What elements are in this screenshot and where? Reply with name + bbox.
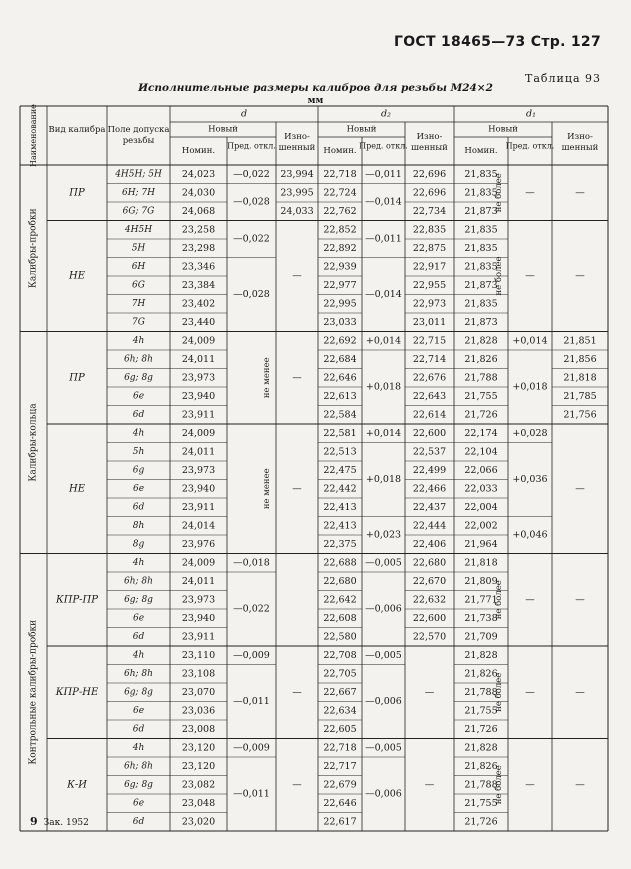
d1-nominal: 21,828 xyxy=(464,649,498,661)
tolerance-field: 4h xyxy=(132,557,145,568)
d1-nominal: 21,826 xyxy=(464,760,498,772)
d2-worn: 22,537 xyxy=(412,446,447,458)
tolerance-field: 6h; 8h xyxy=(124,761,153,772)
d2-worn: 22,614 xyxy=(412,409,447,421)
dd-value: —0,009 xyxy=(233,649,270,661)
d1d-value: — xyxy=(525,779,535,791)
d2-nominal: 22,708 xyxy=(323,649,357,661)
d2-worn: 22,406 xyxy=(412,538,447,550)
d-nominal: 23,008 xyxy=(181,723,216,735)
d2-worn: 22,875 xyxy=(412,242,447,254)
tolerance-field: 6H; 7H xyxy=(121,187,156,198)
header-new: Новый xyxy=(346,124,377,135)
d1w-value: — xyxy=(575,270,585,282)
note-not-less: не менее xyxy=(262,357,272,399)
header-nominal: Номин. xyxy=(323,146,357,156)
d-nominal: 24,011 xyxy=(181,575,216,587)
d2d-value: —0,005 xyxy=(365,557,402,569)
d1-nominal: 21,771 xyxy=(464,594,498,606)
d2-nominal: 22,724 xyxy=(323,187,357,199)
d1-nominal: 21,835 xyxy=(464,261,498,273)
d2-worn: 22,600 xyxy=(412,612,447,624)
d2-nominal: 22,613 xyxy=(323,390,357,402)
d-nominal: 23,070 xyxy=(181,686,216,698)
table-number: Таблица 93 xyxy=(525,72,601,85)
d2-worn: 22,499 xyxy=(412,464,447,476)
d2d-value: —0,014 xyxy=(365,196,402,208)
d2d-value: —0,006 xyxy=(365,788,402,800)
d2-nominal: 22,667 xyxy=(323,686,357,698)
d-nominal: 24,009 xyxy=(181,557,216,569)
d2-nominal: 22,617 xyxy=(323,816,357,828)
header-worn: шенный xyxy=(278,143,316,153)
tolerance-field: 6d xyxy=(132,816,145,827)
tolerance-field: 4h xyxy=(132,650,145,661)
header-worn: шенный xyxy=(411,143,448,153)
d1-nominal: 22,033 xyxy=(464,483,498,495)
tolerance-field: 5H xyxy=(131,243,146,254)
tolerance-field: 6g xyxy=(132,465,145,476)
d2-worn: 22,670 xyxy=(412,575,447,587)
d1d-value: — xyxy=(525,187,535,199)
d2-worn: 22,714 xyxy=(412,353,447,365)
d2-nominal: 22,679 xyxy=(323,779,357,791)
d-nominal: 23,108 xyxy=(181,668,216,680)
tolerance-field: 8h xyxy=(132,520,145,531)
header-nominal: Номин. xyxy=(181,146,216,156)
tolerance-field: 6h; 8h xyxy=(124,354,153,365)
d-nominal: 23,940 xyxy=(181,612,216,624)
d1w-value: — xyxy=(575,594,585,606)
d1w-value: — xyxy=(575,686,585,698)
d-worn: 23,995 xyxy=(280,187,314,199)
d1-nominal: 21,873 xyxy=(464,279,498,291)
d-nominal: 23,440 xyxy=(181,316,216,328)
d1w-value: — xyxy=(575,483,585,495)
header-name: Наименование xyxy=(29,104,38,167)
d1-nominal: 21,809 xyxy=(464,575,498,587)
page-footer xyxy=(30,815,89,828)
d-nominal: 24,011 xyxy=(181,353,216,365)
d2-nominal: 22,442 xyxy=(323,483,357,495)
header-deviation: Пред. откл. xyxy=(359,141,408,151)
tolerance-field: 6e xyxy=(132,613,145,624)
d2d-value: +0,014 xyxy=(365,427,402,439)
d2-worn: 22,570 xyxy=(412,631,447,643)
d-worn: 23,994 xyxy=(280,168,314,180)
d2-nominal: 22,892 xyxy=(323,242,357,254)
group-label: Калибры-пробки xyxy=(28,208,39,289)
header-field: резьбы xyxy=(122,136,155,146)
d-nominal: 23,973 xyxy=(181,594,216,606)
d1d-value: +0,014 xyxy=(512,335,548,347)
dd-value: —0,022 xyxy=(233,233,270,245)
tolerance-field: 6g; 8g xyxy=(124,372,153,383)
page-number: 9 xyxy=(30,815,38,828)
tolerance-field: 6h; 8h xyxy=(124,576,153,587)
header-d1: d₁ xyxy=(526,108,536,120)
d1-worn: 21,818 xyxy=(563,372,597,384)
d2d-value: —0,011 xyxy=(365,233,402,245)
d2d-value: —0,005 xyxy=(365,742,402,754)
dd-value: —0,011 xyxy=(233,788,270,800)
d1-nominal: 21,835 xyxy=(464,298,498,310)
d1-nominal: 21,873 xyxy=(464,316,498,328)
d1-nominal: 21,726 xyxy=(464,409,498,421)
d1-nominal: 21,964 xyxy=(464,538,498,550)
d2d-value: +0,014 xyxy=(365,335,402,347)
d1d-value: +0,036 xyxy=(512,474,548,485)
d-nominal: 23,911 xyxy=(181,409,216,421)
d1d-value: — xyxy=(525,594,535,606)
d-nominal: 23,940 xyxy=(181,390,216,402)
d2w-value: — xyxy=(424,686,435,698)
tolerance-field: 6G xyxy=(132,280,145,291)
tolerance-field: 6G; 7G xyxy=(122,206,155,217)
d2-worn: 22,632 xyxy=(412,594,447,606)
d1d-value: — xyxy=(525,270,535,282)
d1-worn: 21,851 xyxy=(563,335,597,347)
d1-nominal: 22,002 xyxy=(464,520,498,532)
d1-nominal: 21,709 xyxy=(464,631,498,643)
tolerance-field: 7H xyxy=(131,298,146,309)
d1-worn: 21,785 xyxy=(563,390,597,402)
d2-nominal: 22,642 xyxy=(323,594,357,606)
d2-worn: 22,680 xyxy=(412,557,447,569)
d1-nominal: 21,788 xyxy=(464,779,498,791)
tolerance-field: 4H5H; 5H xyxy=(115,169,162,180)
d1-worn: 21,856 xyxy=(563,353,597,365)
d1-nominal: 21,835 xyxy=(464,224,498,236)
page-header: ГОСТ 18465—73 Стр. 127 xyxy=(393,34,601,50)
tolerance-field: 4h xyxy=(132,335,145,346)
d1-nominal: 21,826 xyxy=(464,668,498,680)
tolerance-field: 6e xyxy=(132,391,145,402)
header-new: Новый xyxy=(488,124,518,135)
d1d-value: +0,018 xyxy=(512,381,548,393)
d2-nominal: 22,762 xyxy=(323,205,357,217)
note-not-more: не более xyxy=(494,672,504,712)
d1-nominal: 21,755 xyxy=(464,390,498,402)
d-nominal: 24,009 xyxy=(181,335,216,347)
tolerance-field: 6d xyxy=(132,631,145,642)
d2d-value: +0,023 xyxy=(365,529,402,541)
d1-nominal: 22,004 xyxy=(464,501,498,513)
table-unit: мм xyxy=(307,96,324,106)
d2d-value: —0,005 xyxy=(365,649,402,661)
d-nominal: 23,298 xyxy=(181,242,216,254)
d1-nominal: 21,726 xyxy=(464,816,498,828)
d2w-value: — xyxy=(424,779,435,791)
d2-nominal: 22,688 xyxy=(323,557,357,569)
d-nominal: 24,014 xyxy=(181,520,216,532)
d2-worn: 22,466 xyxy=(412,483,447,495)
d-nominal: 23,976 xyxy=(181,538,216,550)
d-nominal: 23,020 xyxy=(181,816,216,828)
tolerance-field: 6d xyxy=(132,724,145,735)
d2-nominal: 22,375 xyxy=(323,538,357,550)
d-nominal: 23,973 xyxy=(181,464,216,476)
d-nominal: 23,346 xyxy=(181,261,216,273)
d1-nominal: 22,066 xyxy=(464,464,498,476)
tolerance-field: 5h xyxy=(132,446,145,457)
d2-nominal: 22,413 xyxy=(323,520,357,532)
d2-nominal: 22,852 xyxy=(323,224,357,236)
tolerance-field: 6H xyxy=(131,261,146,272)
tolerance-field: 6g; 8g xyxy=(124,687,153,698)
d2-nominal: 22,718 xyxy=(323,168,357,180)
d2-nominal: 23,033 xyxy=(323,316,357,328)
order-number: Зак. 1952 xyxy=(43,818,89,828)
d2-nominal: 22,584 xyxy=(323,409,357,421)
kind-label: КПР-ПР xyxy=(55,594,99,606)
note-not-more: не более xyxy=(494,765,504,805)
tolerance-field: 4H5H xyxy=(124,224,153,235)
dd-value: —0,018 xyxy=(233,557,270,569)
d2-nominal: 22,646 xyxy=(323,797,357,809)
dd-value: —0,022 xyxy=(233,603,270,615)
dd-value: —0,028 xyxy=(233,289,270,300)
d-nominal: 23,911 xyxy=(181,631,216,643)
tolerance-field: 4h xyxy=(132,742,145,753)
kind-label: ПР xyxy=(69,187,85,199)
d2-nominal: 22,939 xyxy=(323,261,357,273)
d1d-value: +0,046 xyxy=(512,529,548,541)
d2-nominal: 22,684 xyxy=(323,353,357,365)
d2-nominal: 22,718 xyxy=(323,742,357,754)
d-nominal: 23,036 xyxy=(181,705,216,717)
tolerance-field: 6g; 8g xyxy=(124,594,153,605)
d2-worn: 22,676 xyxy=(412,372,447,384)
d-nominal: 23,048 xyxy=(181,797,216,809)
tolerance-field: 6g; 8g xyxy=(124,779,153,790)
d2-worn: 22,444 xyxy=(412,520,447,532)
d2-nominal: 22,513 xyxy=(323,446,357,458)
d1d-value: — xyxy=(525,686,535,698)
d2-nominal: 22,692 xyxy=(323,335,357,347)
dw-value: — xyxy=(292,779,302,791)
d-nominal: 23,082 xyxy=(181,779,216,791)
d2-worn: 22,955 xyxy=(412,279,447,291)
header-d2: d₂ xyxy=(381,108,391,120)
note-not-less: не менее xyxy=(262,468,272,510)
d2d-value: +0,018 xyxy=(365,474,402,485)
d1-nominal: 21,788 xyxy=(464,372,498,384)
d1-nominal: 22,174 xyxy=(464,427,498,439)
header-deviation: Пред. откл. xyxy=(505,141,555,151)
d2-worn: 23,011 xyxy=(412,316,447,328)
d1-nominal: 21,726 xyxy=(464,723,498,735)
d2-nominal: 22,413 xyxy=(323,501,357,513)
tolerance-field: 8g xyxy=(132,539,145,550)
kind-label: К-И xyxy=(67,779,87,791)
d1-nominal: 21,788 xyxy=(464,686,498,698)
dd-value: —0,022 xyxy=(233,168,270,180)
tolerance-field: 6e xyxy=(132,483,145,494)
d-nominal: 23,911 xyxy=(181,501,216,513)
d2-worn: 22,973 xyxy=(412,298,447,310)
d-nominal: 23,402 xyxy=(181,298,216,310)
d2d-value: —0,006 xyxy=(365,696,402,707)
d-nominal: 23,120 xyxy=(181,760,216,772)
d2-nominal: 22,717 xyxy=(323,760,357,772)
d1-nominal: 21,738 xyxy=(464,612,498,624)
tolerance-field: 6d xyxy=(132,409,145,420)
d2-nominal: 22,608 xyxy=(323,612,357,624)
table-title: Исполнительные размеры калибров для резьбы М24×2 xyxy=(138,82,493,94)
header-nominal: Номин. xyxy=(464,146,498,156)
d1d-value: +0,028 xyxy=(512,427,548,439)
group-label: Контрольные калибры-пробки xyxy=(28,619,39,765)
kind-label: НЕ xyxy=(68,483,86,495)
dd-value: —0,028 xyxy=(233,196,270,208)
tolerance-field: 6e xyxy=(132,705,145,716)
d2-worn: 22,917 xyxy=(412,261,447,273)
tolerance-field: 4h xyxy=(132,428,145,439)
d-nominal: 24,030 xyxy=(181,187,216,199)
d-nominal: 24,011 xyxy=(181,446,216,458)
dd-value: —0,009 xyxy=(233,742,270,754)
header-new: Новый xyxy=(208,124,238,135)
d1-nominal: 21,873 xyxy=(464,205,498,217)
d-nominal: 24,023 xyxy=(181,168,216,180)
tolerance-field: 6h; 8h xyxy=(124,668,153,679)
d2-nominal: 22,977 xyxy=(323,279,357,291)
d1-nominal: 21,828 xyxy=(464,335,498,347)
d1-nominal: 21,818 xyxy=(464,557,498,569)
d2-worn: 22,696 xyxy=(412,168,447,180)
d2-nominal: 22,634 xyxy=(323,705,357,717)
d2-worn: 22,600 xyxy=(412,427,447,439)
d-nominal: 24,068 xyxy=(181,205,216,217)
header-d: d xyxy=(240,108,248,120)
header-worn: шенный xyxy=(561,143,599,153)
kind-label: НЕ xyxy=(68,270,86,282)
d2-nominal: 22,475 xyxy=(323,464,357,476)
d2-nominal: 22,605 xyxy=(323,723,357,735)
d1-worn: 21,756 xyxy=(563,409,597,421)
d2-nominal: 22,705 xyxy=(323,668,357,680)
d1-nominal: 21,835 xyxy=(464,187,498,199)
d-nominal: 23,384 xyxy=(181,279,216,291)
header-field: Поле допуска xyxy=(107,125,170,135)
d1-nominal: 22,104 xyxy=(464,446,498,458)
d2d-value: —0,014 xyxy=(365,289,402,300)
note-not-more: не более xyxy=(494,173,504,213)
d1w-value: — xyxy=(575,187,585,199)
dw-value: — xyxy=(292,686,302,698)
d1w-value: — xyxy=(575,779,585,791)
d-nominal: 23,940 xyxy=(181,483,216,495)
header-deviation: Пред. откл. xyxy=(227,141,276,151)
d1-nominal: 21,835 xyxy=(464,242,498,254)
tolerance-field: 7G xyxy=(132,317,145,328)
d-nominal: 23,973 xyxy=(181,372,216,384)
dd-value: —0,011 xyxy=(233,696,270,707)
d1-nominal: 21,755 xyxy=(464,705,498,717)
d2d-value: —0,006 xyxy=(365,603,402,615)
d2-worn: 22,437 xyxy=(412,501,447,513)
d1-nominal: 21,828 xyxy=(464,742,498,754)
note-not-more: не более xyxy=(494,256,504,296)
d2-worn: 22,643 xyxy=(412,390,447,402)
kind-label: ПР xyxy=(69,372,85,384)
dw-value: — xyxy=(292,372,302,384)
d-nominal: 23,258 xyxy=(181,224,216,236)
tolerance-field: 6d xyxy=(132,502,145,513)
header-worn: Изно- xyxy=(416,132,443,142)
d-nominal: 23,120 xyxy=(181,742,216,754)
header-kind: Вид калибра xyxy=(48,125,106,135)
header-worn: Изно- xyxy=(567,132,593,142)
d2d-value: —0,011 xyxy=(365,168,402,180)
dw-value: — xyxy=(292,483,302,495)
kind-label: КПР-НЕ xyxy=(55,686,99,698)
dw-value: — xyxy=(292,270,302,282)
d2-worn: 22,696 xyxy=(412,187,447,199)
d2d-value: +0,018 xyxy=(365,381,402,393)
d2-worn: 22,835 xyxy=(412,224,447,236)
d2-nominal: 22,581 xyxy=(323,427,357,439)
d-nominal: 24,009 xyxy=(181,427,216,439)
group-label: Калибры-кольца xyxy=(28,403,39,482)
d-worn: 24,033 xyxy=(280,205,314,217)
d2-nominal: 22,646 xyxy=(323,372,357,384)
d1-nominal: 21,755 xyxy=(464,797,498,809)
tolerance-field: 6e xyxy=(132,798,145,809)
d-nominal: 23,110 xyxy=(181,649,216,661)
d2-nominal: 22,995 xyxy=(323,298,357,310)
d2-nominal: 22,580 xyxy=(323,631,357,643)
d2-worn: 22,734 xyxy=(412,205,447,217)
header-worn: Изно- xyxy=(284,132,310,142)
d1-nominal: 21,826 xyxy=(464,353,498,365)
d2-worn: 22,715 xyxy=(412,335,447,347)
d1-nominal: 21,835 xyxy=(464,168,498,180)
note-not-more: не более xyxy=(494,580,504,620)
d2-nominal: 22,680 xyxy=(323,575,357,587)
